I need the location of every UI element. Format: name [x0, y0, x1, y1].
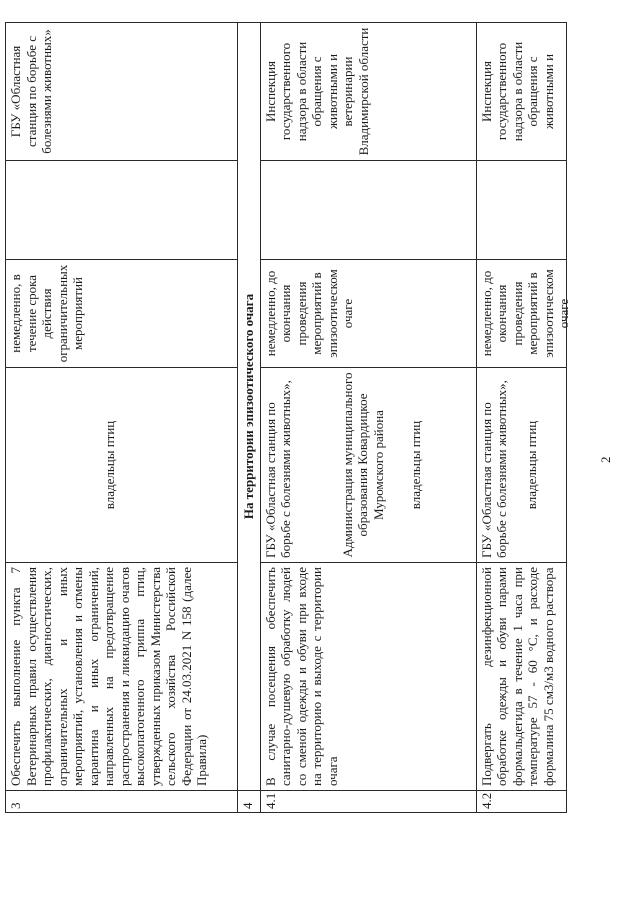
executor-cell: владельцы птиц [6, 368, 238, 563]
table-row [6, 23, 238, 813]
control-cell: ГБУ «Областная станция по борьбе с болезнями животных» [6, 23, 238, 161]
measure-cell: Обеспечить выполнение пункта 7 Ветеринарных правил осуществления профилактических, диагностических, ограничительных и иных мероприятий, установления и отмены карантина и иных ограничений, направленных на предотвращение распространения и ликвидацию очагов высокопатогенного гриппа птиц, утвержденных приказом Министерства сельского хозяйства Российской Федерации от 24.03.2021 N 158 (далее Правила) [6, 563, 238, 791]
deadline-cell: немедленно, в течение срока действия ограничительных мероприятий [6, 260, 238, 368]
empty-cell [6, 161, 238, 260]
control-cell: Инспекция государственного надзора в области обращения с животными и ветеринарии Владимирской области [260, 23, 476, 161]
empty-cell [260, 161, 476, 260]
executor-item: владельцы птиц [523, 420, 539, 510]
executor-item: владельцы птиц [408, 420, 423, 510]
executor-wrap [479, 372, 559, 558]
section-title: На территории эпизоотического очага [238, 23, 261, 791]
empty-cell [476, 161, 566, 260]
section-row [238, 23, 261, 813]
executor-item: ГБУ «Областная станция по борьбе с болезнями животных», [262, 380, 293, 558]
measure-cell: В случае посещения обеспечить санитарно-душевую обработку людей со сменой одежды и обуви при входе на территорию и выходе с территории очага [260, 563, 476, 791]
control-cell [476, 23, 566, 161]
measure-text: Подвергать дезинфекционной обработке одежды и обуви парами формальдегида в течение 1 часа при температуре 57 - 60 °С, и расходе формалина 75 см3/м3 водного раствора [478, 567, 556, 786]
table-row [476, 23, 566, 813]
executor-cell [476, 368, 566, 563]
page-number: 2 [598, 456, 613, 463]
executor-item: ГБУ «Областная станция по борьбе с болезнями животных», [478, 380, 509, 558]
row-number: 4.2 [476, 791, 566, 813]
deadline-cell: немедленно, до окончания проведения мероприятий в эпизоотическом очаге [260, 260, 476, 368]
row-number: 3 [6, 791, 238, 813]
control-text: Инспекция государственного надзора в области обращения с животными и [478, 41, 556, 142]
measures-table [5, 23, 571, 813]
row-number: 4.1 [260, 791, 476, 813]
table-row [260, 23, 476, 813]
executor-cell [260, 368, 476, 563]
measure-cell [476, 563, 566, 791]
deadline-text: немедленно, до окончания проведения мероприятий в эпизоотическом очаге [478, 269, 571, 358]
executor-item: Администрация муниципального образования Ковардицкое Муромского района [339, 372, 386, 558]
section-number: 4 [238, 791, 261, 813]
deadline-cell [476, 260, 571, 368]
